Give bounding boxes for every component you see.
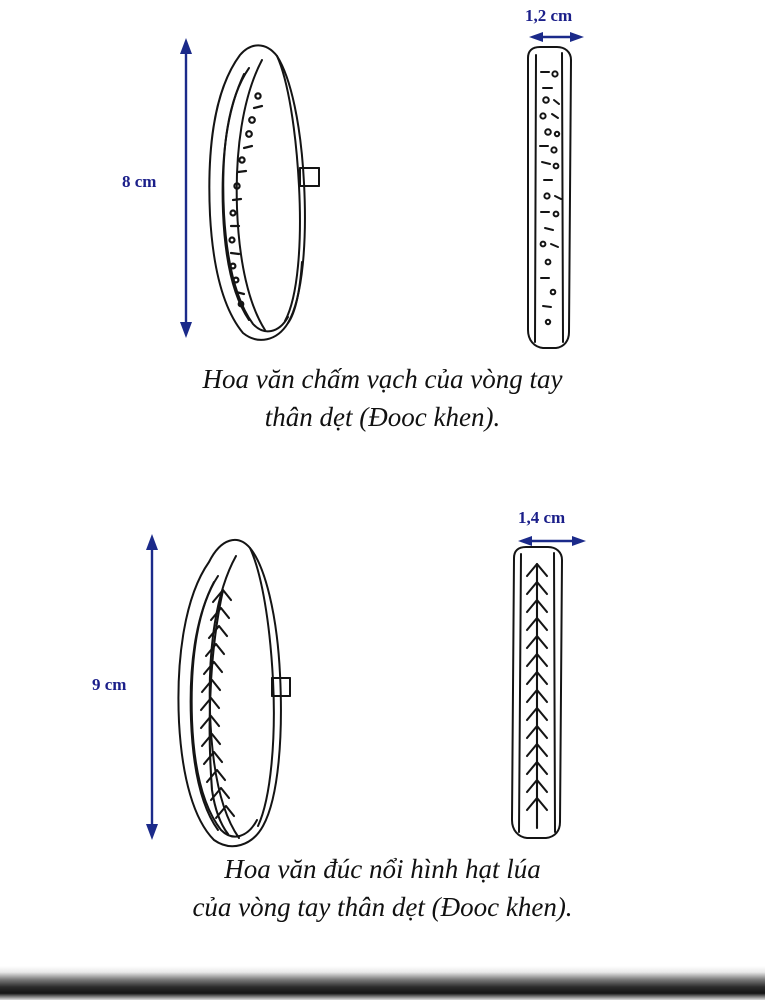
figure-1-drawing xyxy=(0,0,765,360)
figure-2-caption-line-2: của vòng tay thân dẹt (Đooc khen). xyxy=(192,892,573,923)
bracelet-band-detail-1 xyxy=(528,47,571,348)
figure-bracelet-dotted-pattern xyxy=(0,0,765,480)
dotted-ornament-1 xyxy=(230,93,263,306)
width-dimension-arrow-2 xyxy=(518,536,586,546)
figure-1-artwork xyxy=(0,0,765,360)
rice-grain-ornament-2 xyxy=(201,590,234,834)
figure-2-drawing xyxy=(0,490,765,850)
height-dimension-arrow-2 xyxy=(146,534,158,840)
figure-2-artwork xyxy=(0,490,765,850)
bracelet-perspective-2 xyxy=(178,540,290,846)
width-dimension-label-2: 1,4 cm xyxy=(518,508,566,527)
figure-1-caption-line-2: thân dẹt (Đooc khen). xyxy=(264,402,501,433)
rice-grain-ornament-strip-2 xyxy=(527,564,547,828)
figure-1-caption-line-1: Hoa văn chấm vạch của vòng tay xyxy=(202,364,563,394)
figure-2-caption-line-1: Hoa văn đúc nổi hình hạt lúa xyxy=(224,854,541,884)
figure-2-caption xyxy=(0,850,765,927)
bracelet-perspective-1 xyxy=(209,45,319,339)
height-dimension-label-1: 8 cm xyxy=(122,172,157,191)
height-dimension-arrow-1 xyxy=(180,38,192,338)
figure-1-caption xyxy=(0,360,765,437)
figure-bracelet-rice-grain-pattern xyxy=(0,490,765,960)
bracelet-band-detail-2 xyxy=(512,547,562,838)
width-dimension-arrow-1 xyxy=(529,32,584,42)
page-bottom-shadow xyxy=(0,966,765,1000)
dotted-ornament-strip-1 xyxy=(540,71,561,324)
height-dimension-label-2: 9 cm xyxy=(92,675,127,694)
width-dimension-label-1: 1,2 cm xyxy=(525,6,573,25)
